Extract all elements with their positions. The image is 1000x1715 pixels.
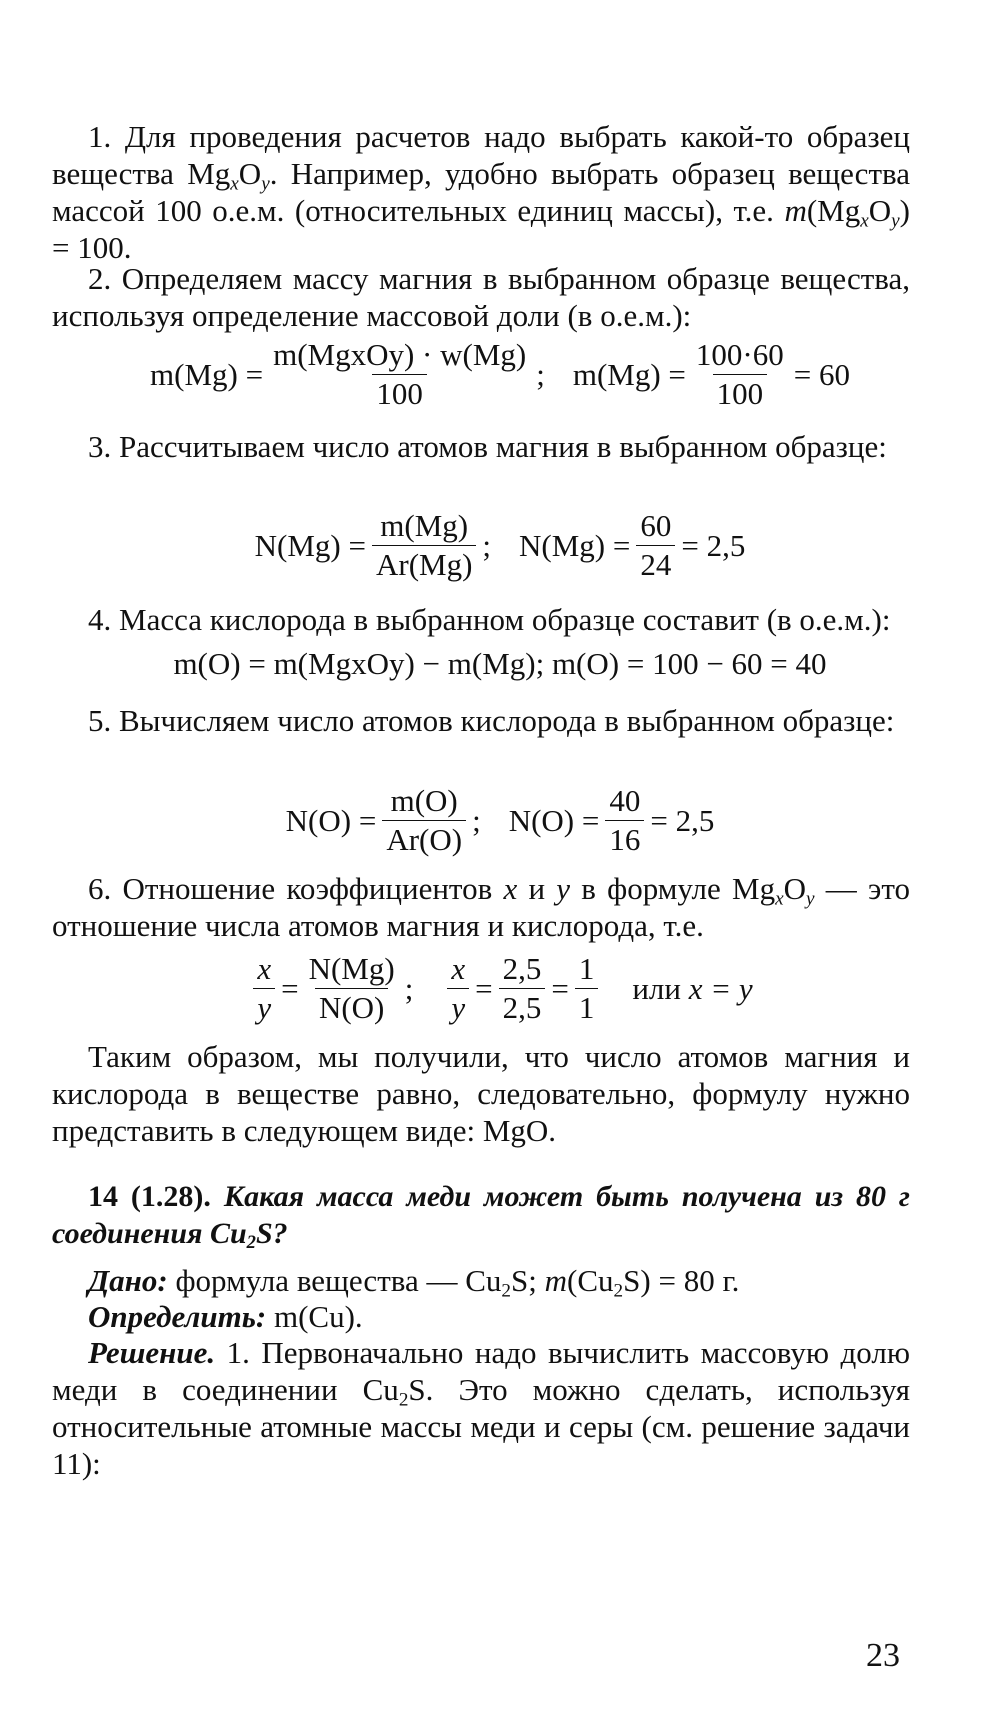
fraction: $\frac{m(O)}{Ar(O)}$ <box>382 782 466 859</box>
fraction: $\frac{2,5}{2,5}$ <box>499 950 546 1027</box>
fraction: $\frac{x}{y}$ <box>447 950 469 1027</box>
equation-mass-oxygen: m(O) = m(MgxOy) − m(Mg); m(O) = 100 − 60 = 40 <box>173 646 827 681</box>
equation-atoms-magnesium: N(Mg) = $\frac{m(Mg)}{Ar(Mg)}$ ; N(Mg) = $\frac{60}{24}$ = 2,5 <box>254 508 746 582</box>
step-5: 5. Вычисляем число атомов кислорода в выбранном образце: <box>88 703 895 738</box>
equation-mass-magnesium: m(Mg) = $\frac{\text{m(MgxOy) · w(Mg)}}{100}$ ; m(Mg) = $\frac{100\cdot 60}{100}$ = 60 <box>150 337 850 411</box>
solution: Решение. 1. Первоначально надо вычислить массовую долю меди в соединении $Cu_2S$. Это можно сделать, используя относительные атомные массы меди и серы (см. решение задачи 11): <box>52 1335 911 1481</box>
fraction: $\frac{N(Mg)}{N(O)}$ <box>308 951 395 1025</box>
fraction: $\frac{1}{1}$ <box>575 950 599 1027</box>
task-14: 14 (1.28). Какая масса меди может быть получена из 80 г соединения $Cu_2S$? <box>52 1180 910 1254</box>
find: Определить: m(Cu). <box>88 1299 363 1334</box>
fraction: $\frac{m(Mg)}{Ar(Mg)}$ <box>372 507 476 584</box>
conclusion: Таким образом, мы получили, что число атомов магния и кислорода в веществе равно, следовательно, формулу нужно представить в следующем виде: MgO. <box>52 1039 910 1148</box>
fraction: $\frac{40}{16}$ <box>605 782 644 859</box>
given: Дано: формула вещества — $Cu_2S$; $m(Cu_2S) = 80$ г. <box>88 1263 740 1302</box>
page-number: 23 <box>866 1637 900 1674</box>
step-3: 3. Рассчитываем число атомов магния в выбранном образце: <box>88 429 887 464</box>
fraction: $\frac{\text{m(MgxOy) · w(Mg)}}{100}$ <box>273 337 527 411</box>
equation-ratio: $\frac{x}{y}$ = $\frac{N(Mg)}{N(O)}$ ; $\frac{x}{y}$ = $\frac{2,5}{2,5}$ = $\frac{1}{1}$ или x = y <box>0 950 1000 1027</box>
equation-atoms-oxygen: N(O) = $\frac{m(O)}{Ar(O)}$ ; N(O) = $\frac{40}{16}$ = 2,5 <box>285 783 715 857</box>
step-4: 4. Масса кислорода в выбранном образце составит (в о.е.м.): <box>88 602 891 637</box>
step-2: 2. Определяем массу магния в выбранном образце вещества, используя определение массовой доли (в о.е.м.): <box>52 261 911 333</box>
fraction: $\frac{100\cdot 60}{100}$ <box>695 337 784 411</box>
step-1: 1. Для проведения расчетов надо выбрать какой-то образец вещества $Mg_xO_y$. Например, удобно выбрать образец вещества массой 100 о.е.м. (относительных единиц массы), т.е. $m(Mg_xO_y) = 100$. <box>52 119 910 265</box>
fraction: $\frac{x}{y}$ <box>253 950 275 1027</box>
step-6: 6. Отношение коэффициентов x и y в формуле $Mg_xO_y$ — это отношение числа атомов магния и кислорода, т.е. <box>52 871 910 943</box>
fraction: $\frac{60}{24}$ <box>636 507 675 584</box>
